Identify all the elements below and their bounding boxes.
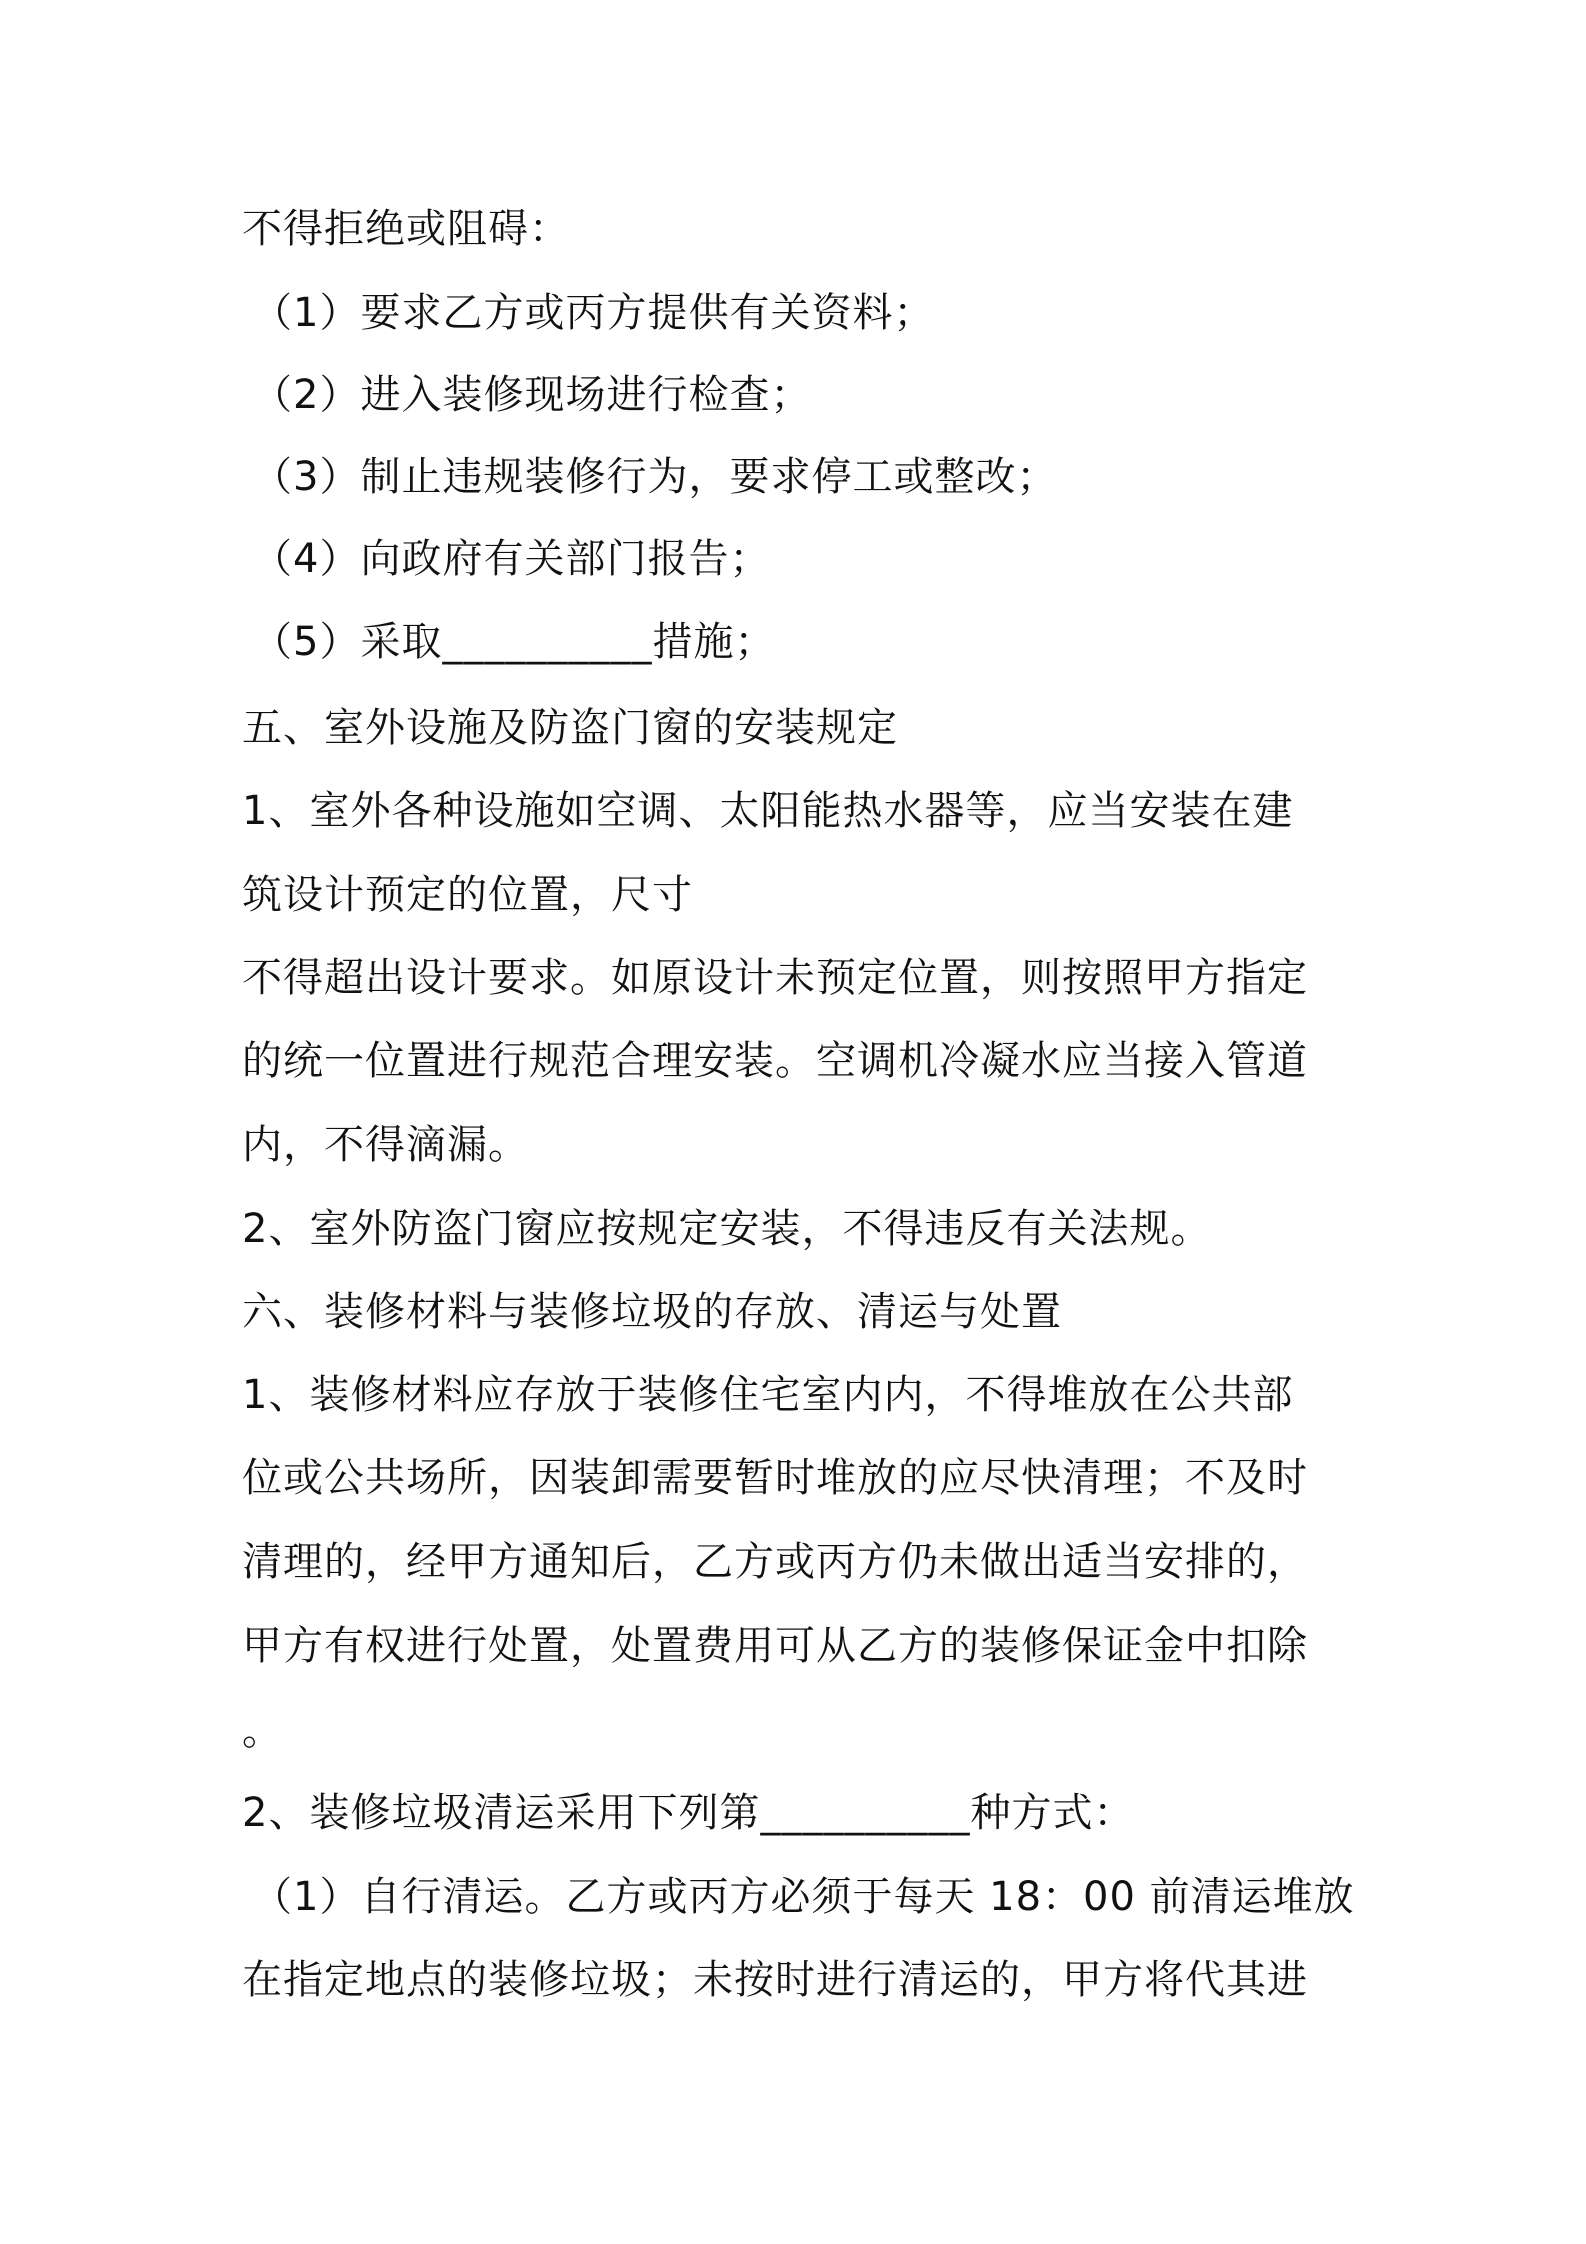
list-item: （1）要求乙方或丙方提供有关资料；: [252, 290, 935, 336]
text-line: 筑设计预定的位置，尺寸: [242, 872, 693, 918]
text-line: 位或公共场所，因装卸需要暂时堆放的应尽快清理；不及时: [242, 1455, 1308, 1501]
text-line: 的统一位置进行规范合理安装。空调机冷凝水应当接入管道: [242, 1038, 1308, 1084]
text-line: 不得超出设计要求。如原设计未预定位置，则按照甲方指定: [242, 955, 1308, 1001]
text-line: 1、室外各种设施如空调、太阳能热水器等，应当安装在建: [242, 788, 1294, 834]
text-line: 内，不得滴漏。: [242, 1122, 529, 1168]
list-item: （1）自行清运。乙方或丙方必须于每天 18：00 前清运堆放: [252, 1874, 1355, 1920]
list-item: （4）向政府有关部门报告；: [252, 536, 771, 582]
list-item: （5）采取__________措施；: [252, 619, 776, 665]
text-line: 1、装修材料应存放于装修住宅室内内，不得堆放在公共部: [242, 1372, 1294, 1418]
list-item: （2）进入装修现场进行检查；: [252, 372, 812, 418]
text-line: 在指定地点的装修垃圾；未按时进行清运的，甲方将代其进: [242, 1957, 1308, 2003]
text-line: 甲方有权进行处置，处置费用可从乙方的装修保证金中扣除: [242, 1623, 1308, 1669]
section-heading: 五、室外设施及防盗门窗的安装规定: [242, 705, 898, 751]
list-item: （3）制止违规装修行为，要求停工或整改；: [252, 454, 1058, 500]
text-line: 2、装修垃圾清运采用下列第__________种方式：: [242, 1790, 1135, 1836]
text-line: 。: [242, 1708, 283, 1754]
text-line: 2、室外防盗门窗应按规定安装，不得违反有关法规。: [242, 1206, 1212, 1252]
text-line: 不得拒绝或阻碍：: [242, 206, 570, 252]
section-heading: 六、装修材料与装修垃圾的存放、清运与处置: [242, 1289, 1062, 1335]
text-line: 清理的，经甲方通知后，乙方或丙方仍未做出适当安排的，: [242, 1539, 1308, 1585]
